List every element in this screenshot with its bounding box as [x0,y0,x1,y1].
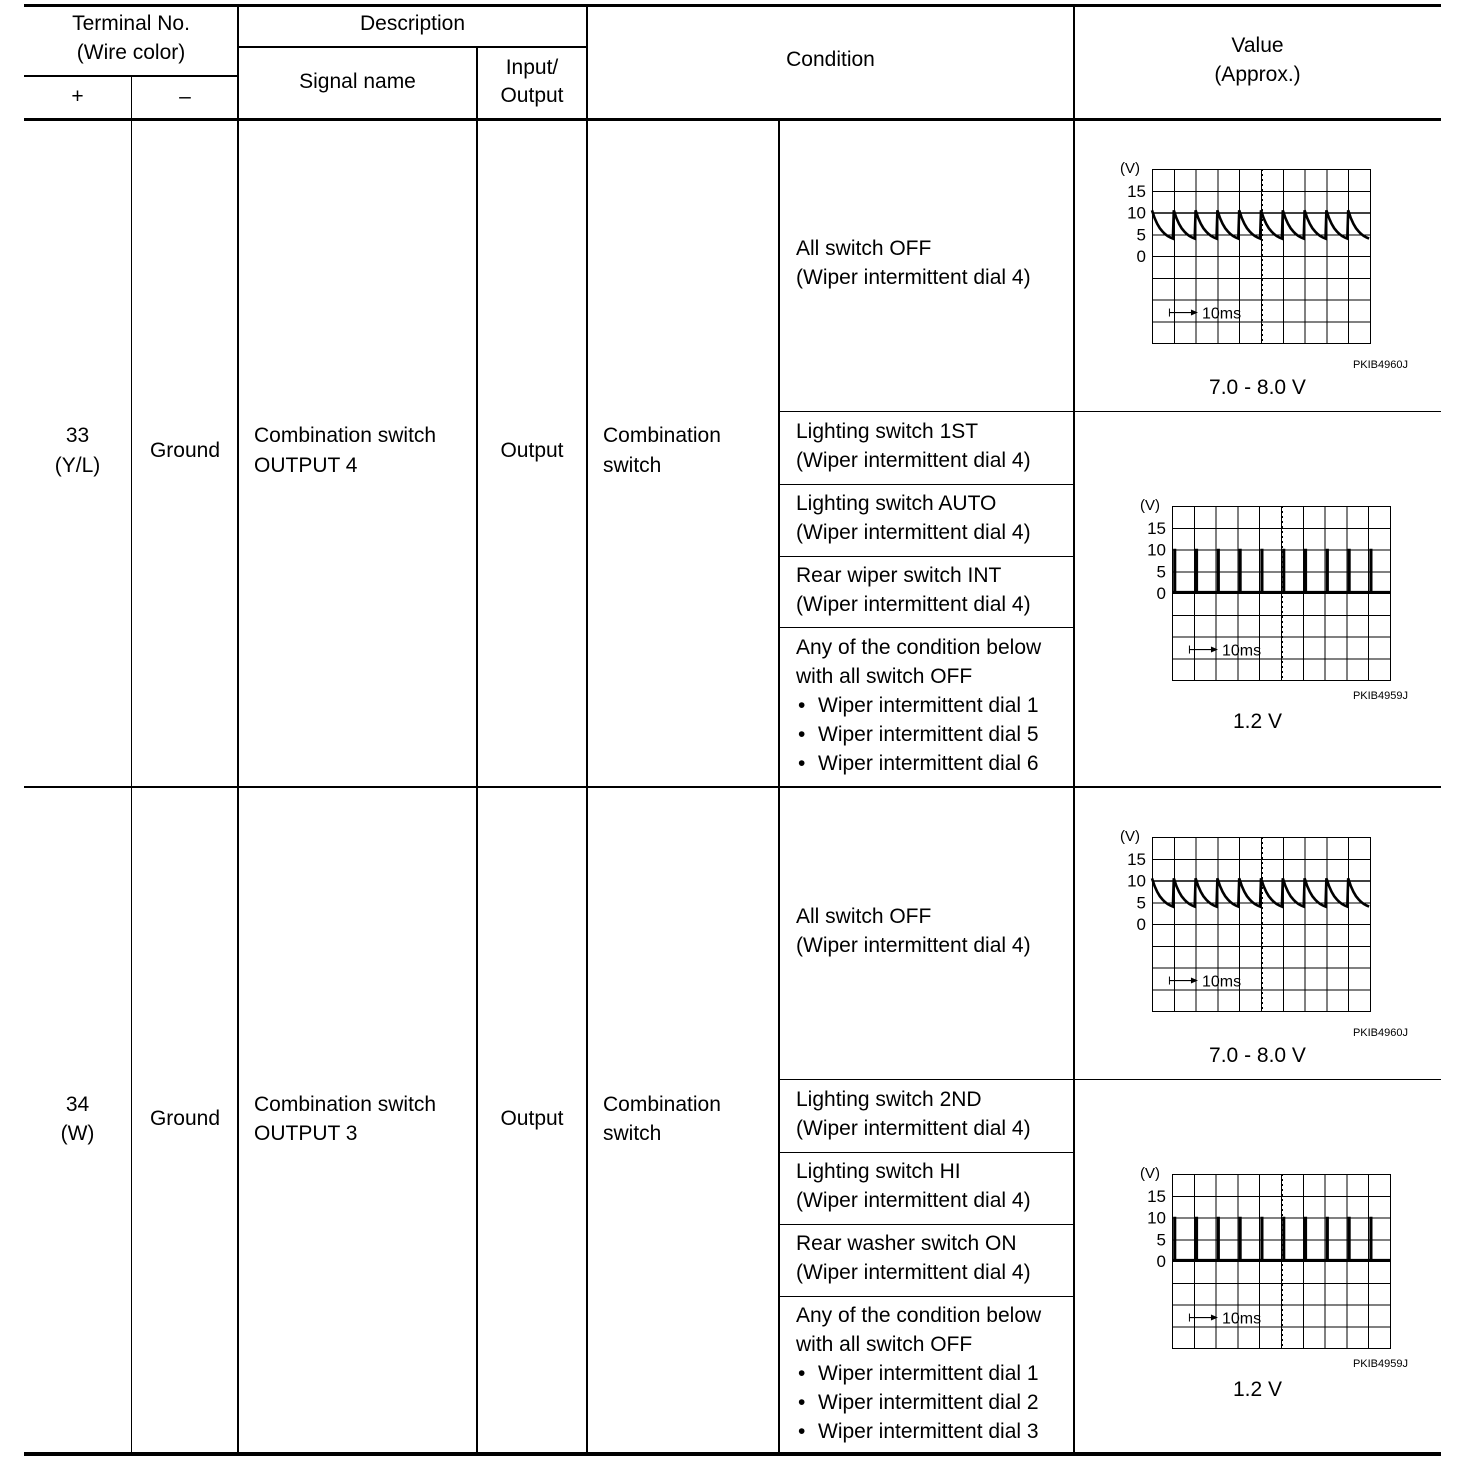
sub-condition-line1: Lighting switch 1ST [796,420,979,443]
condition-main-line2: switch [603,1122,662,1145]
signal-name-line2: OUTPUT 3 [254,1122,358,1145]
header-condition: Condition [786,48,875,71]
sub-condition-line2: (Wiper intermittent dial 4) [796,1189,1031,1212]
sub-condition [796,417,1031,475]
scope-tick-label: 5 [1136,893,1146,913]
sub-condition-line2: (Wiper intermittent dial 4) [796,521,1031,544]
figure-code: PKIB4960J [1352,1027,1408,1039]
scope-tick-label: 5 [1136,225,1146,245]
header-minus: – [179,85,191,108]
scope-tick-label: 10 [1147,540,1166,560]
header-value: Value [1231,34,1284,57]
header-terminal-no: Terminal No. [72,12,190,35]
sub-condition-line1: Rear washer switch ON [796,1232,1017,1255]
scope-tick-label: 15 [1127,849,1146,869]
header-approx: (Approx.) [1214,63,1301,86]
sub-condition-list [796,633,1041,778]
oscilloscope-waveform [1110,156,1420,374]
sub-condition-list [796,1301,1041,1446]
sub-condition-line1: Any of the condition below [796,636,1042,659]
value-reading: 7.0 - 8.0 V [1209,1044,1306,1067]
oscilloscope-waveform [1120,493,1420,705]
sub-condition-line2: (Wiper intermittent dial 4) [796,266,1031,289]
bullet-item: • Wiper intermittent dial 2 [796,1388,1041,1417]
rule-sub [779,556,1074,557]
sub-condition [796,902,1031,960]
sub-condition [796,561,1031,619]
sub-condition-line1: Any of the condition below [796,1304,1042,1327]
rule-sub [779,627,1074,628]
condition-main: Combination [603,424,721,447]
signal-name: Combination switch [254,424,437,447]
sub-condition [796,1085,1031,1143]
scope-tick-label: 0 [1156,1252,1166,1271]
vrule-plus-minus [131,76,132,1454]
rule-sub [779,411,1441,412]
sub-condition-line1: Lighting switch AUTO [796,492,997,515]
scope-tick-label: 0 [1136,247,1146,266]
header-plus: + [71,85,84,108]
rule-sub [779,1296,1074,1297]
sub-condition-line1: All switch OFF [796,905,932,928]
terminal-number: 33 [65,424,90,447]
signal-name: Combination switch [254,1093,437,1116]
value-reading: 7.0 - 8.0 V [1209,376,1306,399]
scope-unit-label: (V) [1120,160,1140,177]
value-reading: 1.2 V [1232,1378,1283,1401]
scope-tick-label: 10 [1127,203,1146,223]
figure-code: PKIB4960J [1352,359,1408,371]
sub-condition [796,489,1031,547]
sub-condition [796,1157,1031,1215]
sub-condition-line2: with all switch OFF [796,1333,973,1356]
sub-condition-line1: Rear wiper switch INT [796,564,1002,587]
sub-condition-line1: Lighting switch 2ND [796,1088,982,1111]
header-output: Output [500,84,564,107]
scope-tick-label: 0 [1136,915,1146,934]
sub-condition [796,1229,1031,1287]
scope-timebase-label: 10ms [1221,642,1262,660]
header-description: Description [359,12,466,35]
scope-unit-label: (V) [1120,828,1140,845]
scope-unit-label: (V) [1140,1165,1160,1182]
sub-condition [796,234,1031,292]
condition-main-line2: switch [603,454,662,477]
sub-condition-line2: with all switch OFF [796,665,973,688]
bullet-item: • Wiper intermittent dial 3 [796,1417,1041,1446]
rule-sub [779,1224,1074,1225]
bullet-item: • Wiper intermittent dial 1 [796,691,1041,720]
rule-description-sub [238,46,587,48]
wire-color: (Y/L) [54,454,101,477]
scope-tick-label: 15 [1147,518,1166,538]
scope-tick-label: 5 [1156,1230,1166,1250]
input-output: Output [500,439,564,462]
header-input: Input/ [505,56,559,79]
ground-terminal: Ground [149,1107,221,1130]
figure-code: PKIB4959J [1352,690,1408,702]
bullet-item: • Wiper intermittent dial 1 [796,1359,1041,1388]
scope-timebase-label: 10ms [1201,973,1242,991]
scope-unit-label: (V) [1140,497,1160,514]
sub-condition-line1: Lighting switch HI [796,1160,961,1183]
rule-sub [779,1152,1074,1153]
scope-tick-label: 5 [1156,562,1166,582]
sub-condition-line2: (Wiper intermittent dial 4) [796,593,1031,616]
sub-condition-line2: (Wiper intermittent dial 4) [796,934,1031,957]
input-output: Output [500,1107,564,1130]
sub-condition-line2: (Wiper intermittent dial 4) [796,449,1031,472]
rule-sub [779,484,1074,485]
scope-tick-label: 10 [1147,1208,1166,1228]
scope-svg [1120,1161,1420,1373]
scope-svg [1120,493,1420,705]
scope-tick-label: 10 [1127,871,1146,891]
scope-tick-label: 15 [1127,181,1146,201]
vrule-signal-io [476,47,478,1454]
scope-tick-label: 0 [1156,584,1166,603]
scope-svg [1110,156,1420,374]
scope-timebase-label: 10ms [1221,1310,1262,1328]
header-signal-name: Signal name [299,70,416,93]
value-reading: 1.2 V [1232,710,1283,733]
bullet-item: • Wiper intermittent dial 5 [796,720,1041,749]
scope-timebase-label: 10ms [1201,305,1242,323]
rule-sub [779,1079,1441,1080]
vrule-condition-sub [778,120,780,1454]
oscilloscope-waveform [1120,1161,1420,1373]
scope-svg [1110,824,1420,1042]
wire-color: (W) [60,1122,95,1145]
vrule-desc-condition [586,6,588,1454]
ground-terminal: Ground [149,439,221,462]
sub-condition-line1: All switch OFF [796,237,932,260]
header-wire-color: (Wire color) [76,41,186,64]
condition-main: Combination [603,1093,721,1116]
sub-condition-line2: (Wiper intermittent dial 4) [796,1117,1031,1140]
terminal-number: 34 [65,1093,90,1116]
signal-name-line2: OUTPUT 4 [254,454,358,477]
sub-condition-line2: (Wiper intermittent dial 4) [796,1261,1031,1284]
scope-tick-label: 15 [1147,1186,1166,1206]
oscilloscope-waveform [1110,824,1420,1042]
figure-code: PKIB4959J [1352,1358,1408,1370]
vrule-terminal-desc [237,6,239,1454]
bullet-item: • Wiper intermittent dial 6 [796,749,1041,778]
